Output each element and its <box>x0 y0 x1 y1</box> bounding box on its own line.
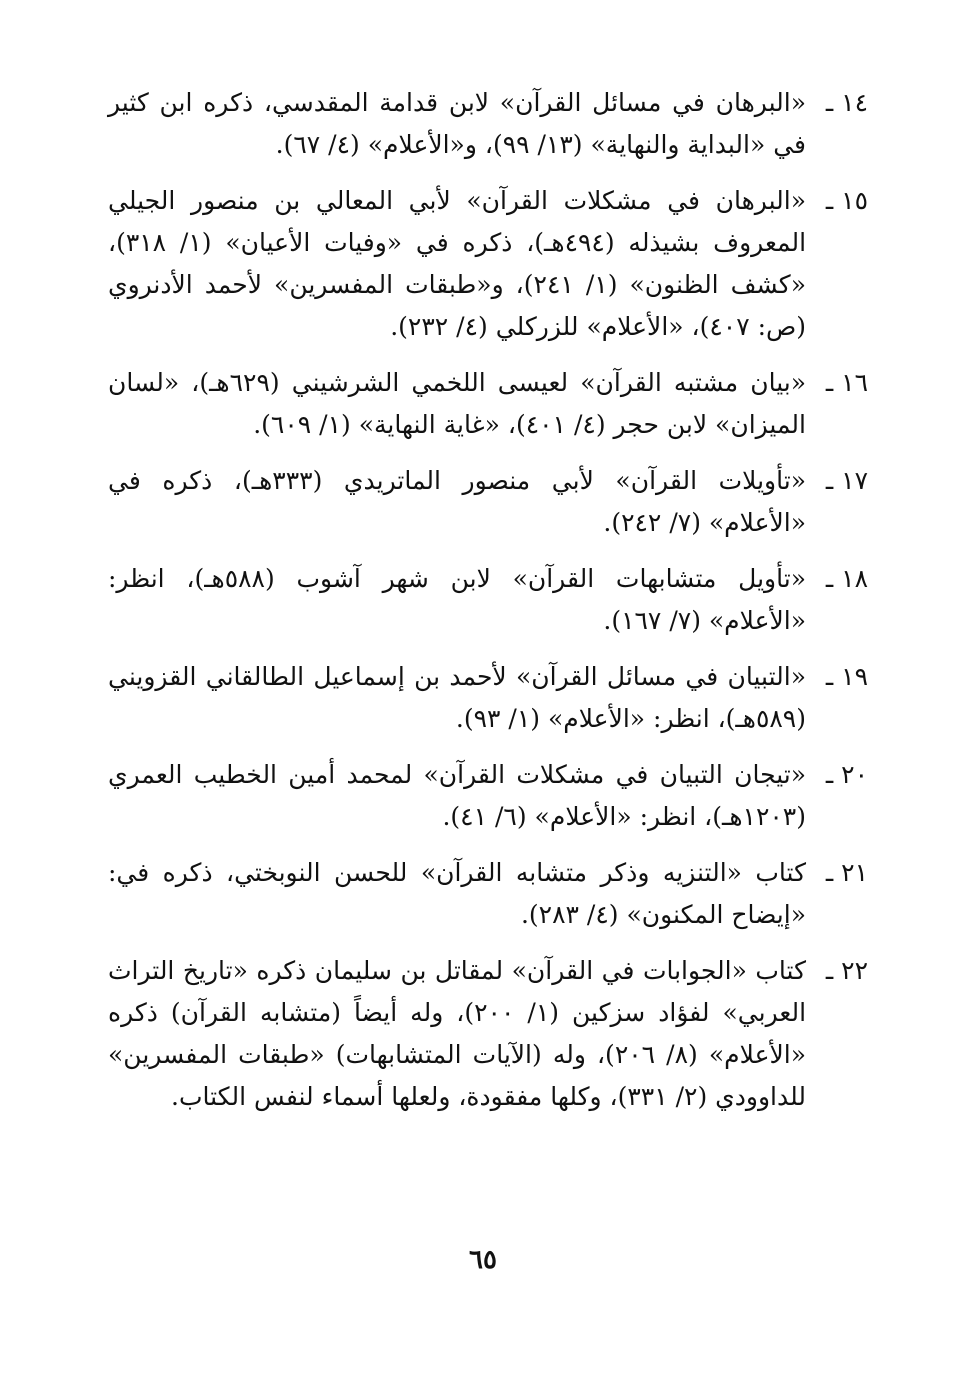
entry-number: ٢٢ ـ <box>825 956 868 985</box>
entry-text: كتاب «التنزيه وذكر متشابه القرآن» للحسن النوبختي، ذكره في: «إيضاح المكنون» (٤/ ٢٨٣). <box>108 858 806 929</box>
bibliography-entry <box>108 180 868 348</box>
entry-text: «تأويلات القرآن» لأبي منصور الماتريدي (٣٣٣هـ)، ذكره في «الأعلام» (٧/ ٢٤٢). <box>108 466 806 537</box>
bibliography-entry <box>108 754 868 838</box>
entry-number: ١٩ ـ <box>825 662 868 691</box>
entry-number: ٢١ ـ <box>825 858 868 887</box>
entry-text: كتاب «الجوابات في القرآن» لمقاتل بن سليمان ذكره «تاريخ التراث العربي» لفؤاد سزكين (١/ ٢٠٠)، وله أيضاً (متشابه القرآن) ذكره «الأعلام» (٨/ ٢٠٦)، وله (الآيات المتشابهات) «طبقات المفسرين» للداوودي (٢/ ٣٣١)، وكلها مفقودة، ولعلها أسماء لنفس الكتاب. <box>108 956 807 1111</box>
entry-text: «البرهان في مشكلات القرآن» لأبي المعالي بن منصور الجيلي المعروف بشيذله (٤٩٤هـ)، ذكره في «وفيات الأعيان» (١/ ٣١٨)، «كشف الظنون» (١/ ٢٤١)، و«طبقات المفسرين» لأحمد الأدنروي (ص: ٤٠٧)، «الأعلام» للزركلي (٤/ ٢٣٢). <box>108 186 807 341</box>
entry-number: ١٥ ـ <box>825 186 868 215</box>
entry-number: ١٤ ـ <box>825 88 868 117</box>
bibliography-entry <box>108 82 868 166</box>
entry-number: ١٧ ـ <box>825 466 868 495</box>
bibliography-entry <box>108 362 868 446</box>
bibliography-list <box>108 82 868 1132</box>
entry-number: ١٦ ـ <box>825 368 868 397</box>
bibliography-entry <box>108 852 868 936</box>
bibliography-entry <box>108 656 868 740</box>
bibliography-entry <box>108 950 868 1118</box>
bibliography-entry <box>108 460 868 544</box>
entry-text: «تأويل متشابهات القرآن» لابن شهر آشوب (٥٨٨هـ)، انظر: «الأعلام» (٧/ ١٦٧). <box>108 564 806 635</box>
page-number: ٦٥ <box>469 1245 497 1275</box>
bibliography-entry <box>108 558 868 642</box>
entry-number: ٢٠ ـ <box>825 760 868 789</box>
entry-text: «بيان مشتبه القرآن» لعيسى اللخمي الشرشيني (٦٢٩هـ)، «لسان الميزان» لابن حجر (٤/ ٤٠١)، «غاية النهاية» (١/ ٦٠٩). <box>108 368 806 439</box>
entry-text: «التبيان في مسائل القرآن» لأحمد بن إسماعيل الطالقاني القزويني (٥٨٩هـ)، انظر: «الأعلام» (١/ ٩٣). <box>108 662 806 733</box>
entry-text: «تيجان التبيان في مشكلات القرآن» لمحمد أمين الخطيب العمري (١٢٠٣هـ)، انظر: «الأعلام» (٦/ ٤١). <box>108 760 806 831</box>
entry-text: «البرهان في مسائل القرآن» لابن قدامة المقدسي، ذكره ابن كثير في «البداية والنهاية» (١٣/ ٩٩)، و«الأعلام» (٤/ ٦٧). <box>108 88 806 159</box>
entry-number: ١٨ ـ <box>825 564 868 593</box>
